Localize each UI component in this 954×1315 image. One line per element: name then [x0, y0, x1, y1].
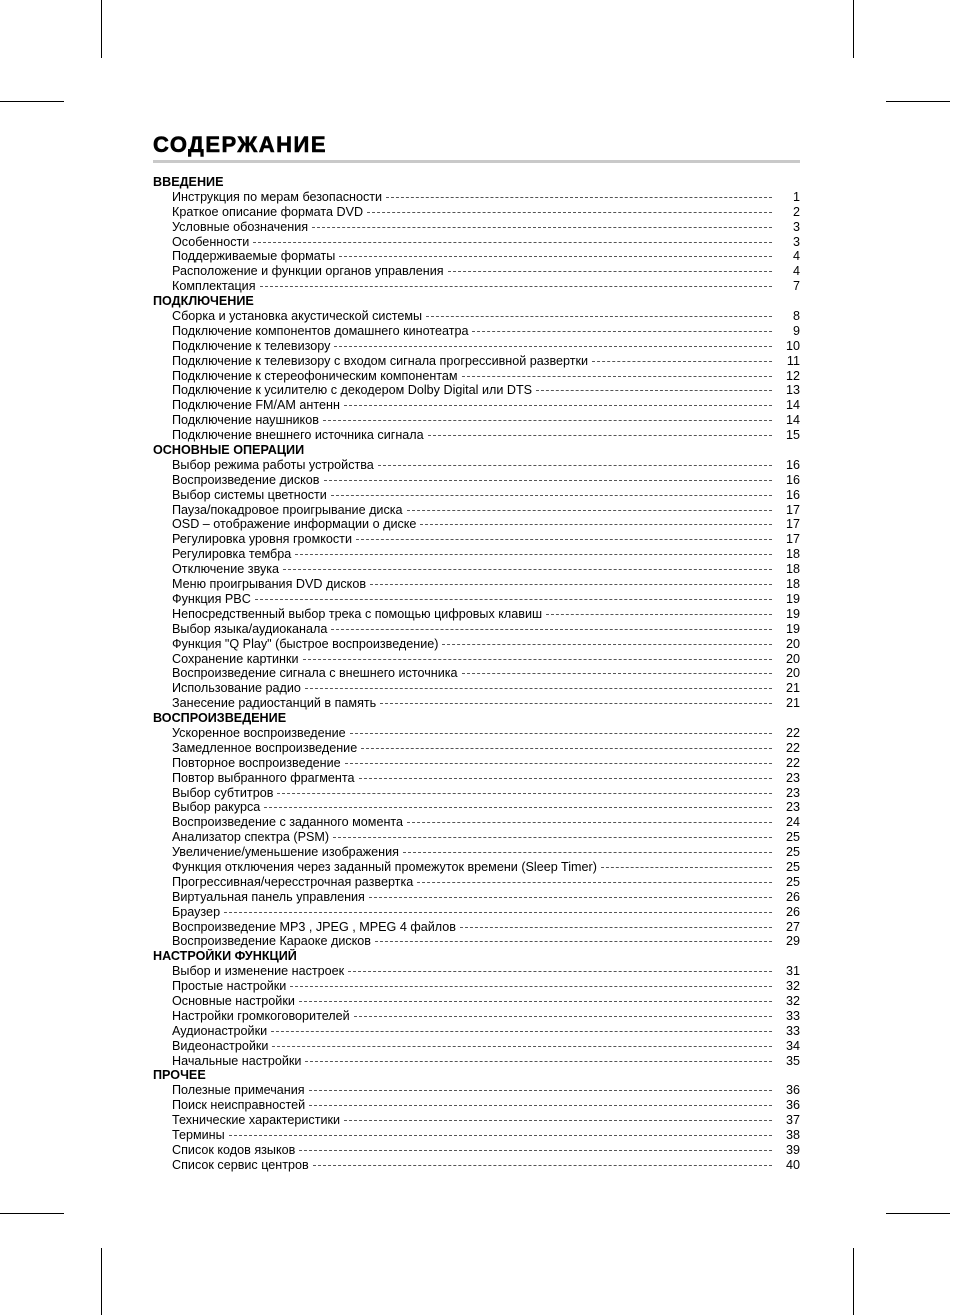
toc-entry-label: Анализатор спектра (PSM): [172, 830, 330, 845]
toc-entry-label: Подключение внешнего источника сигнала: [172, 428, 424, 443]
toc-entry-label: Регулировка уровня громкости: [172, 532, 352, 547]
toc-entry-page: 10: [785, 338, 800, 353]
leader-dots: [448, 271, 772, 272]
toc-entry-page: 21: [785, 696, 800, 711]
toc-entry-page: 19: [785, 591, 800, 606]
leader-dots: [546, 614, 772, 615]
toc-entry: [153, 398, 800, 413]
leader-dots: [367, 212, 772, 213]
toc-entry-page: 17: [785, 517, 800, 532]
toc-entry: [153, 607, 800, 622]
leader-dots: [420, 524, 772, 525]
toc-entry-page: 23: [785, 800, 800, 815]
toc-entry: [153, 681, 800, 696]
toc-entry-page: 1: [792, 189, 800, 204]
toc-entry-page: 20: [785, 636, 800, 651]
toc-entry: [153, 592, 800, 607]
toc-entry-page: 38: [785, 1128, 800, 1142]
toc-entry-label: Функция PBC: [172, 591, 251, 606]
toc-entry: [153, 428, 800, 443]
toc-section-heading: ВВЕДЕНИЕ: [153, 175, 224, 189]
leader-dots: [354, 1016, 772, 1017]
toc-section-heading: НАСТРОЙКИ ФУНКЦИЙ: [153, 949, 297, 964]
toc-entry: [153, 1158, 800, 1173]
toc-entry: [153, 220, 800, 235]
toc-entry-page: 22: [785, 755, 800, 770]
leader-dots: [345, 763, 772, 764]
leader-dots: [601, 867, 772, 868]
leader-dots: [229, 1135, 772, 1136]
toc-entry-page: 36: [785, 1083, 800, 1098]
toc-entry-page: 33: [785, 1023, 800, 1038]
toc-entry-page: 25: [785, 874, 800, 889]
leader-dots: [299, 1001, 772, 1002]
leader-dots: [356, 539, 772, 540]
leader-dots: [403, 852, 772, 853]
toc-entry-label: Комплектация: [172, 279, 256, 294]
leader-dots: [442, 644, 772, 645]
toc-entry-label: Подключение наушников: [172, 413, 319, 428]
toc-entry-label: Пауза/покадровое проигрывание диска: [172, 502, 403, 517]
toc-entry-page: 19: [785, 606, 800, 621]
toc-entry-label: Повторное воспроизведение: [172, 755, 341, 770]
toc-entry: [153, 666, 800, 681]
toc-entry-label: Подключение компонентов домашнего кинотеатра: [172, 323, 469, 338]
toc-entry: [153, 652, 800, 667]
toc-entry-label: Выбор системы цветности: [172, 487, 327, 502]
toc-entry-label: Поиск неисправностей: [172, 1098, 306, 1113]
toc-entry-label: Воспроизведение с заданного момента: [172, 815, 404, 830]
toc-entry: [153, 786, 800, 801]
toc-entry-page: 25: [785, 845, 800, 860]
toc-entry: [153, 503, 800, 518]
leader-dots: [344, 1120, 772, 1121]
leader-dots: [407, 510, 772, 511]
toc-entry-page: 4: [792, 249, 800, 264]
toc-entry-page: 39: [785, 1142, 800, 1157]
toc-entry-label: Особенности: [172, 234, 250, 249]
crop-mark: [886, 1213, 950, 1214]
toc-entry-page: 26: [785, 904, 800, 919]
toc-entry-page: 7: [792, 279, 800, 294]
toc-entry: [153, 279, 800, 294]
leader-dots: [592, 361, 772, 362]
toc-entry-page: 26: [785, 889, 800, 904]
toc-entry-label: Выбор режима работы устройства: [172, 457, 374, 472]
toc-entry-label: Основные настройки: [172, 993, 295, 1008]
toc-entry-page: 23: [785, 770, 800, 785]
leader-dots: [271, 1031, 772, 1032]
toc-entry: [153, 830, 800, 845]
leader-dots: [378, 465, 772, 466]
toc-entry-page: 25: [785, 859, 800, 874]
toc-entry-label: Воспроизведение Караоке дисков: [172, 934, 371, 949]
toc-entry-page: 12: [785, 368, 800, 383]
toc-entry-label: Увеличение/уменьшение изображения: [172, 845, 399, 860]
toc-entry: [153, 1054, 800, 1069]
toc-entry-page: 16: [785, 457, 800, 472]
leader-dots: [283, 569, 772, 570]
toc-entry-label: Воспроизведение сигнала с внешнего источника: [172, 666, 458, 681]
toc-entry: [153, 488, 800, 503]
leader-dots: [331, 495, 772, 496]
leader-dots: [370, 584, 772, 585]
toc-entry-page: 18: [785, 547, 800, 562]
toc-entry: [153, 994, 800, 1009]
toc-entry-label: Браузер: [172, 904, 221, 919]
toc-entry-page: 22: [785, 740, 800, 755]
toc-entry-page: 13: [785, 383, 800, 398]
toc-entry-label: Выбор субтитров: [172, 785, 274, 800]
toc-entry-label: Отключение звука: [172, 562, 280, 577]
toc-entry-page: 4: [792, 264, 800, 279]
toc-entry-label: Краткое описание формата DVD: [172, 204, 364, 219]
toc-entry: [153, 324, 800, 339]
leader-dots: [309, 1105, 772, 1106]
toc-entry: [153, 1143, 800, 1158]
toc-entry: [153, 190, 800, 205]
toc-entry-page: 15: [785, 428, 800, 443]
leader-dots: [331, 629, 772, 630]
leader-dots: [334, 346, 772, 347]
toc-entry: [153, 1024, 800, 1039]
toc-entry: [153, 235, 800, 250]
toc-entry: [153, 309, 800, 324]
leader-dots: [369, 897, 772, 898]
leader-dots: [323, 420, 772, 421]
toc-entry: [153, 1083, 800, 1098]
crop-mark: [101, 0, 102, 58]
toc-entry: [153, 622, 800, 637]
toc-entry-label: Сборка и установка акустической системы: [172, 309, 423, 324]
toc-entry-label: Аудионастройки: [172, 1023, 268, 1038]
toc-entry: [153, 264, 800, 279]
toc-entry-page: 11: [786, 353, 800, 368]
toc-entry-label: Непосредственный выбор трека с помощью цифровых клавиш: [172, 606, 543, 621]
leader-dots: [324, 480, 773, 481]
toc-entry-label: Полезные примечания: [172, 1083, 305, 1098]
leader-dots: [224, 912, 772, 913]
toc-entry-label: Функция "Q Play" (быстрое воспроизведение): [172, 636, 439, 651]
toc-entry-page: 25: [785, 830, 800, 845]
leader-dots: [460, 927, 772, 928]
toc-entry: [153, 905, 800, 920]
toc-entry-page: 19: [785, 621, 800, 636]
leader-dots: [290, 986, 772, 987]
toc-entry: [153, 800, 800, 815]
toc-entry: [153, 1128, 800, 1143]
toc-entry-page: 14: [785, 413, 800, 428]
toc-entry: [153, 934, 800, 949]
toc-entry: [153, 964, 800, 979]
toc-entry-page: 20: [785, 651, 800, 666]
crop-mark: [0, 1213, 64, 1214]
leader-dots: [303, 659, 772, 660]
toc-entry-label: Подключение к стереофоническим компонентам: [172, 368, 458, 383]
toc-entry-page: 16: [785, 487, 800, 502]
toc-entry: [153, 205, 800, 220]
leader-dots: [359, 778, 772, 779]
leader-dots: [375, 941, 772, 942]
toc-entry-label: Подключение к телевизору с входом сигнала прогрессивной развертки: [172, 353, 589, 368]
toc-entry-label: Функция отключения через заданный промежуток времени (Sleep Timer): [172, 859, 597, 874]
toc-entry-label: Выбор и изменение настроек: [172, 964, 345, 979]
toc-entry-page: 32: [785, 993, 800, 1008]
toc-entry: [153, 696, 800, 711]
leader-dots: [253, 242, 772, 243]
toc-entry-page: 40: [785, 1157, 800, 1172]
toc-entry-page: 21: [785, 681, 800, 696]
crop-mark: [101, 1248, 102, 1315]
toc-entry-label: Выбор ракурса: [172, 800, 261, 815]
leader-dots: [333, 837, 772, 838]
leader-dots: [462, 673, 772, 674]
leader-dots: [305, 688, 772, 689]
toc-entry-label: Простые настройки: [172, 979, 287, 994]
toc-entry: [153, 354, 800, 369]
crop-mark: [853, 0, 854, 58]
toc-entry: [153, 532, 800, 547]
toc-entry-label: Регулировка тембра: [172, 547, 292, 562]
leader-dots: [299, 1150, 772, 1151]
toc-entry-page: 23: [785, 785, 800, 800]
toc-entry-page: 29: [785, 934, 800, 949]
toc-entry: [153, 637, 800, 652]
toc-entry: [153, 756, 800, 771]
toc-entry: [153, 726, 800, 741]
toc-entry: [153, 383, 800, 398]
leader-dots: [305, 1061, 772, 1062]
toc-entry-label: Выбор языка/аудиоканала: [172, 621, 328, 636]
toc-entry: [153, 875, 800, 890]
leader-dots: [295, 554, 772, 555]
toc-entry: [153, 577, 800, 592]
toc-entry-label: Повтор выбранного фрагмента: [172, 770, 355, 785]
toc-entry-page: 2: [792, 204, 800, 219]
leader-dots: [313, 1165, 772, 1166]
toc-entry: [153, 1009, 800, 1024]
toc-entry-label: Сохранение картинки: [172, 651, 299, 666]
toc-entry-page: 37: [785, 1113, 800, 1128]
toc-entry: [153, 547, 800, 562]
toc-entry-page: 24: [785, 815, 800, 830]
leader-dots: [255, 599, 772, 600]
crop-mark: [886, 101, 950, 102]
toc-entry-page: 8: [792, 309, 800, 324]
leader-dots: [361, 748, 772, 749]
leader-dots: [339, 256, 772, 257]
toc-entry-label: Использование радио: [172, 681, 301, 696]
toc-entry-page: 27: [785, 919, 800, 934]
leader-dots: [309, 1090, 772, 1091]
toc-entry: [153, 860, 800, 875]
toc-entry-label: Видеонастройки: [172, 1038, 269, 1053]
toc-entry-page: 18: [785, 562, 800, 577]
toc-entry-page: 16: [785, 472, 800, 487]
toc-entry-page: 36: [785, 1098, 800, 1113]
toc-entry-page: 31: [785, 964, 800, 979]
toc-entry-label: Подключение к усилителю с декодером Dolby Digital или DTS: [172, 383, 533, 398]
toc-entry-label: Начальные настройки: [172, 1053, 302, 1068]
toc-entry-page: 20: [785, 666, 800, 681]
toc-entry: [153, 249, 800, 264]
toc-entry-label: Прогрессивная/чересстрочная развертка: [172, 874, 414, 889]
toc-entry: [153, 562, 800, 577]
toc-entry: [153, 458, 800, 473]
toc-entry: [153, 339, 800, 354]
toc-entry-page: 22: [785, 725, 800, 740]
toc-entry-label: Термины: [172, 1128, 225, 1142]
leader-dots: [272, 1046, 772, 1047]
toc-entry-label: Список сервис центров: [172, 1157, 309, 1172]
leader-dots: [348, 971, 772, 972]
leader-dots: [380, 703, 772, 704]
toc-entry: [153, 771, 800, 786]
toc-entry-page: 9: [792, 323, 800, 338]
toc-entry-label: Список кодов языков: [172, 1142, 296, 1157]
toc-entry-label: Меню проигрывания DVD дисков: [172, 577, 367, 592]
table-of-contents: [153, 175, 800, 1173]
leader-dots: [426, 316, 772, 317]
toc-entry-label: Расположение и функции органов управления: [172, 264, 444, 279]
title-divider: [153, 160, 800, 163]
toc-entry-label: Замедленное воспроизведение: [172, 740, 358, 755]
leader-dots: [264, 807, 772, 808]
toc-entry-label: Занесение радиостанций в память: [172, 696, 377, 711]
toc-entry-page: 17: [785, 532, 800, 547]
toc-entry: [153, 1113, 800, 1128]
toc-entry-label: Ускоренное воспроизведение: [172, 725, 346, 740]
toc-entry-label: Подключение FM/AM антенн: [172, 398, 340, 413]
leader-dots: [344, 405, 772, 406]
toc-entry-label: Виртуальная панель управления: [172, 889, 365, 904]
toc-section-heading: ОСНОВНЫЕ ОПЕРАЦИИ: [153, 443, 305, 458]
leader-dots: [386, 197, 772, 198]
toc-entry: [153, 517, 800, 532]
toc-entry-page: 14: [785, 398, 800, 413]
leader-dots: [277, 793, 772, 794]
toc-entry-label: Поддерживаемые форматы: [172, 249, 336, 264]
leader-dots: [428, 435, 772, 436]
toc-entry: [153, 413, 800, 428]
toc-entry-label: Подключение к телевизору: [172, 338, 331, 353]
page-title: СОДЕРЖАНИЕ: [153, 132, 328, 157]
toc-entry: [153, 369, 800, 384]
toc-entry: [153, 979, 800, 994]
toc-entry-label: Инструкция по мерам безопасности: [172, 189, 383, 204]
toc-entry: [153, 890, 800, 905]
toc-entry-page: 32: [785, 979, 800, 994]
leader-dots: [472, 331, 772, 332]
leader-dots: [260, 286, 772, 287]
toc-entry-page: 18: [785, 577, 800, 592]
crop-mark: [0, 101, 64, 102]
toc-section-heading: ВОСПРОИЗВЕДЕНИЕ: [153, 711, 287, 726]
toc-section-heading: ПОДКЛЮЧЕНИЕ: [153, 294, 254, 309]
leader-dots: [536, 390, 772, 391]
toc-entry-label: Воспроизведение дисков: [172, 472, 320, 487]
leader-dots: [462, 376, 772, 377]
toc-entry: [153, 845, 800, 860]
toc-entry: [153, 815, 800, 830]
toc-entry-page: 3: [792, 219, 800, 234]
toc-entry: [153, 920, 800, 935]
toc-section-heading: ПРОЧЕЕ: [153, 1068, 206, 1083]
toc-entry: [153, 473, 800, 488]
toc-entry-page: 35: [785, 1053, 800, 1068]
toc-entry-label: OSD – отображение информации о диске: [172, 517, 417, 532]
toc-entry: [153, 1098, 800, 1113]
toc-entry: [153, 741, 800, 756]
leader-dots: [407, 822, 772, 823]
toc-entry-page: 34: [785, 1038, 800, 1053]
toc-entry-page: 33: [785, 1008, 800, 1023]
toc-entry: [153, 1039, 800, 1054]
leader-dots: [350, 733, 772, 734]
crop-mark: [853, 1248, 854, 1315]
toc-entry-page: 3: [792, 234, 800, 249]
toc-entry-page: 17: [785, 502, 800, 517]
leader-dots: [312, 227, 772, 228]
toc-entry-label: Настройки громкоговорителей: [172, 1008, 350, 1023]
toc-entry-label: Условные обозначения: [172, 219, 309, 234]
toc-entry-label: Технические характеристики: [172, 1113, 341, 1128]
toc-entry-label: Воспроизведение MP3 , JPEG , MPEG 4 файлов: [172, 919, 456, 934]
leader-dots: [417, 882, 772, 883]
